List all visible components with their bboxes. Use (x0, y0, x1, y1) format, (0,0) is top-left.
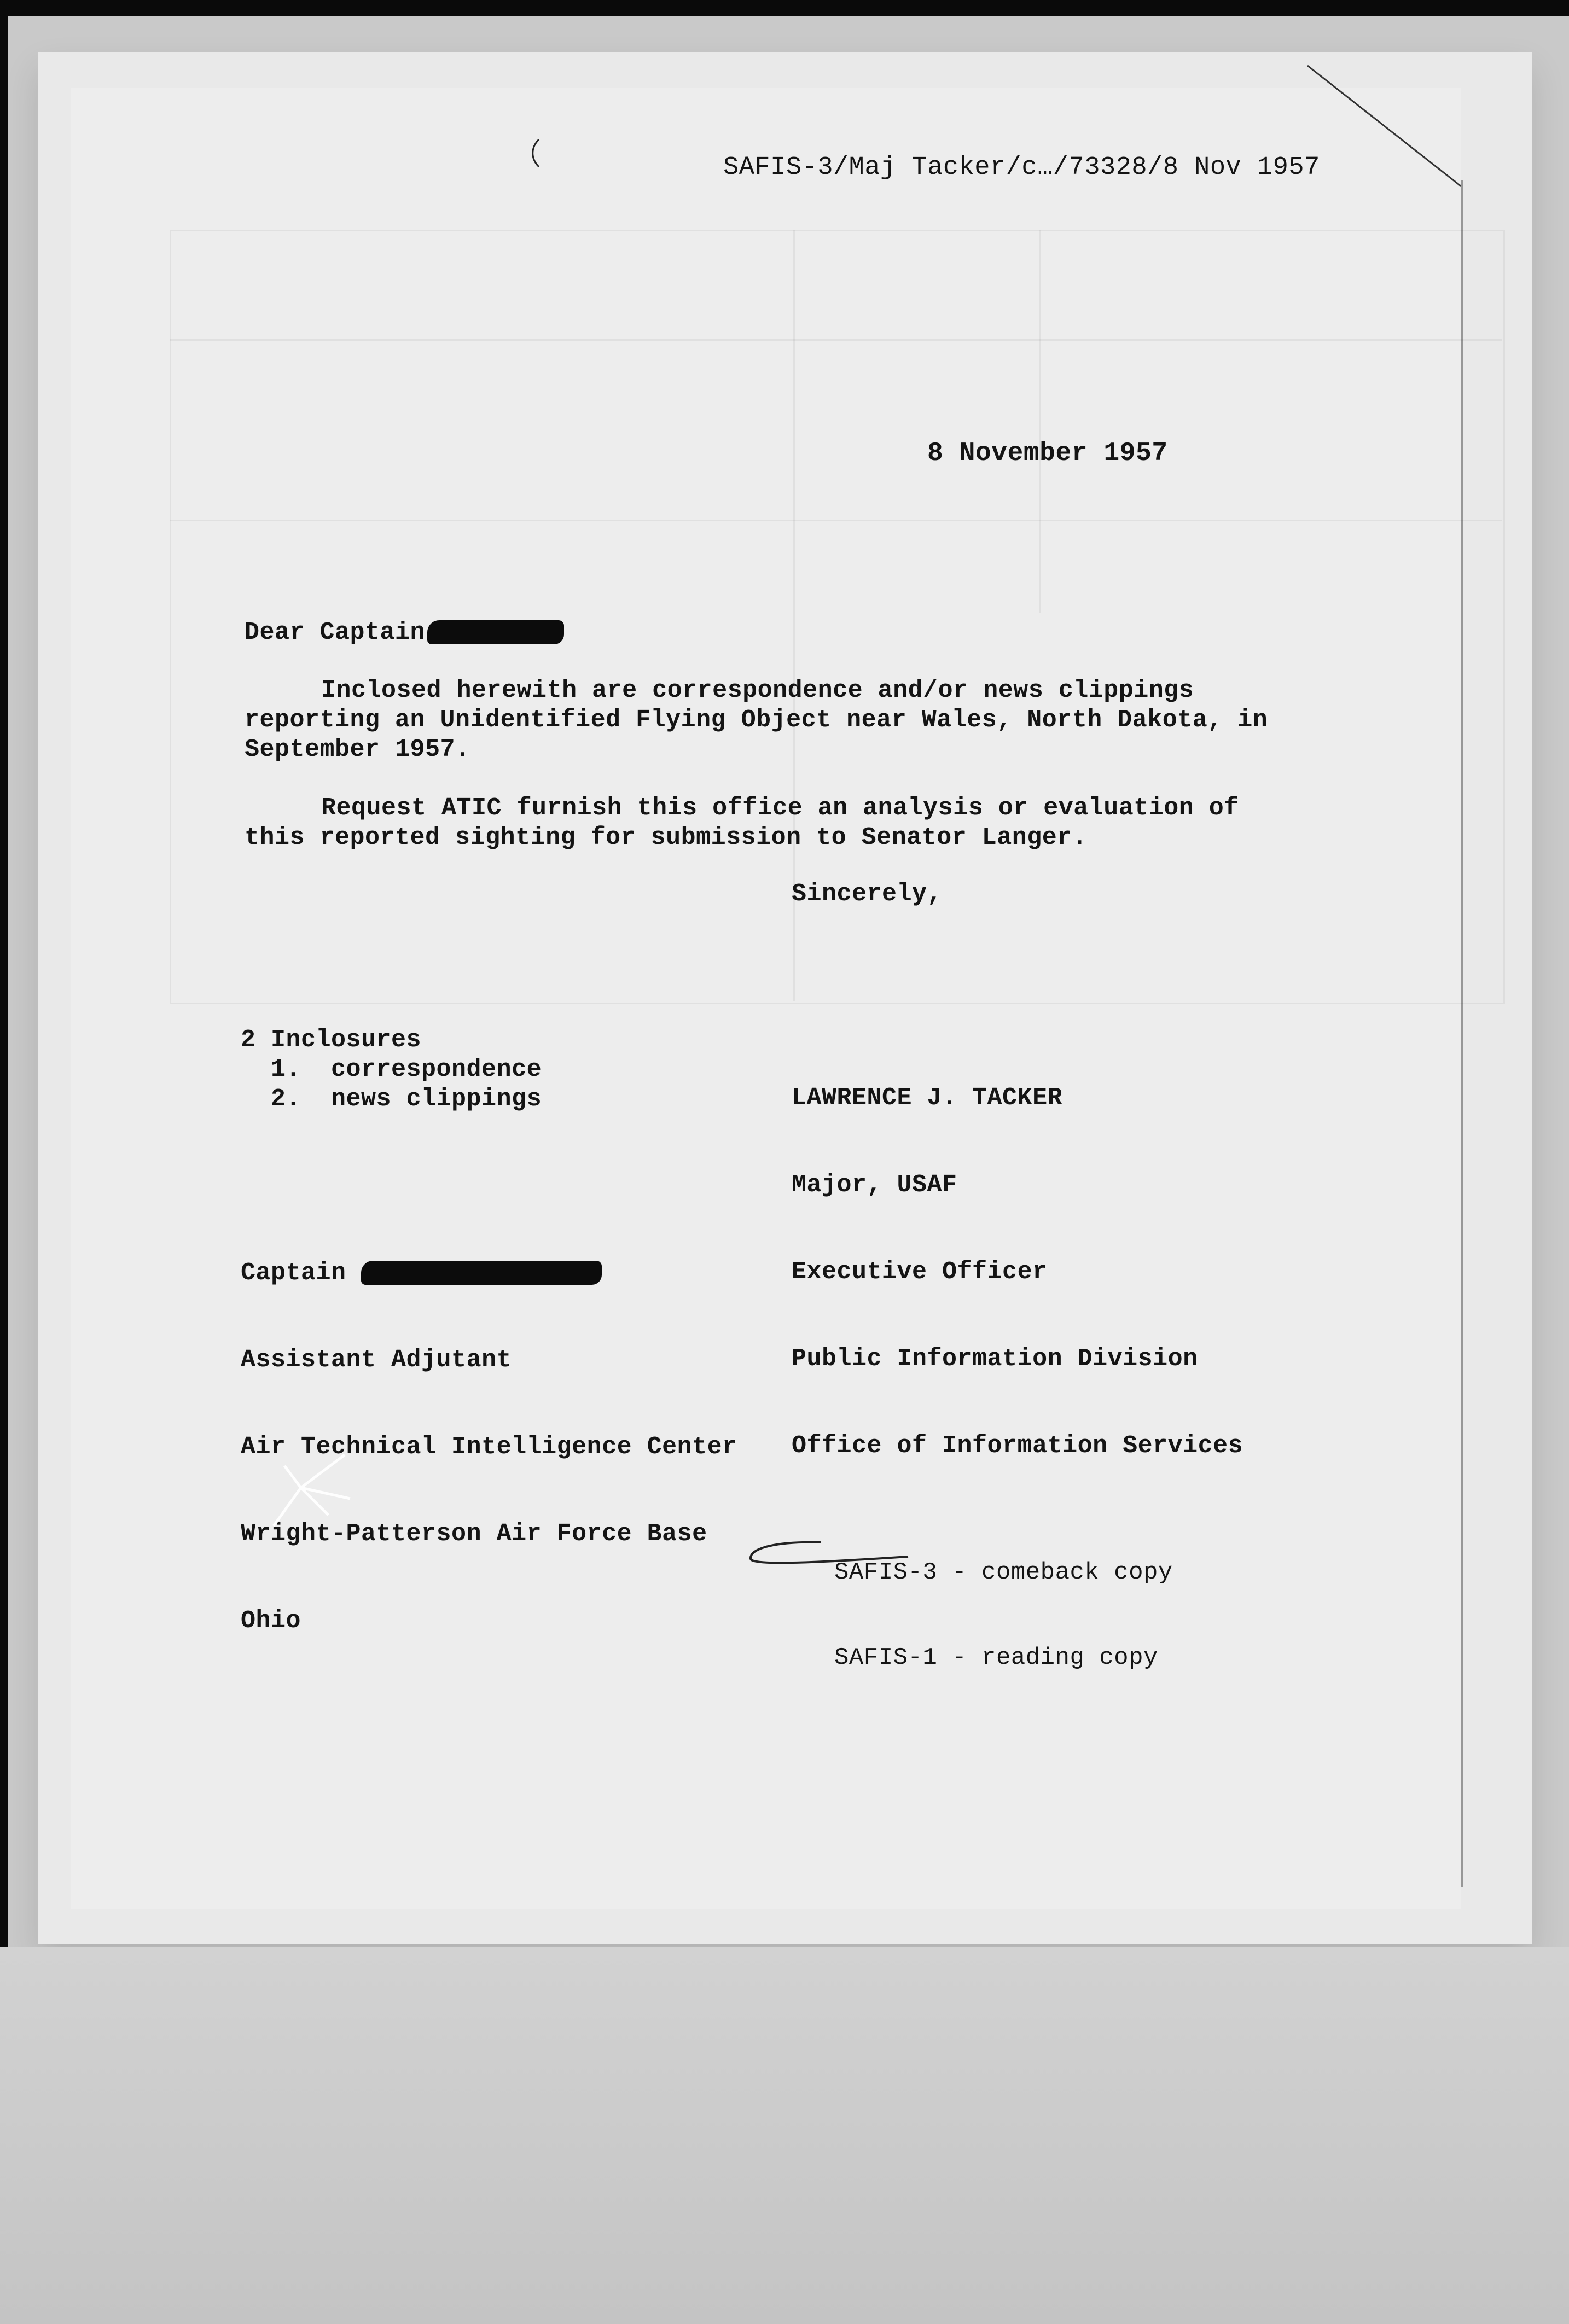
recipient-title: Captain (241, 1259, 346, 1287)
copy-line: SAFIS-3 - comeback copy (834, 1559, 1173, 1586)
handwritten-underline-mark (744, 1531, 963, 1575)
address-line: Air Technical Intelligence Center (241, 1433, 737, 1461)
salutation (245, 618, 564, 648)
inclosure-item: 1. correspondence (271, 1056, 542, 1084)
reference-line: SAFIS-3/Maj Tacker/c…/73328/8 Nov 1957 (723, 153, 1320, 182)
bleed-through-rule (170, 520, 1502, 521)
signer-office: Office of Information Services (792, 1432, 1243, 1460)
bleed-through-rule (170, 339, 1502, 341)
signer-rank: Major, USAF (792, 1171, 957, 1199)
body-paragraph: Request ATIC furnish this office an analysis or evaluation of this reported sighting for submission to Senator Langer. (245, 794, 1239, 852)
salutation-text: Dear Captain (245, 619, 426, 646)
scan-bottom-band (0, 1947, 1569, 2324)
inclosures-heading: 2 Inclosures (241, 1026, 422, 1054)
signer-division: Public Information Division (792, 1345, 1198, 1373)
bleed-through-rule (1461, 180, 1463, 1887)
signer-name: LAWRENCE J. TACKER (792, 1084, 1063, 1112)
closing: Sincerely, (792, 880, 943, 908)
copy-line: SAFIS-1 - reading copy (834, 1644, 1158, 1671)
pencil-stroke-mark (522, 137, 555, 170)
address-block (241, 1201, 737, 1664)
signer-title: Executive Officer (792, 1258, 1048, 1286)
letter-date: 8 November 1957 (927, 439, 1168, 468)
inclosure-item: 2. news clippings (271, 1085, 542, 1113)
redaction-mark (361, 1261, 602, 1285)
address-line: Wright-Patterson Air Force Base (241, 1520, 707, 1548)
page-corner-fold (1302, 60, 1466, 191)
redaction-mark (427, 620, 564, 644)
signature-block (792, 1026, 1243, 1489)
film-scratch-mark (263, 1449, 372, 1531)
bleed-through-rule (1039, 230, 1041, 613)
address-line: Ohio (241, 1607, 301, 1635)
body-paragraph: Inclosed herewith are correspondence and/or news clippings reporting an Unidentified Flying Object near Wales, North Dakota, in September 1957. (245, 677, 1268, 764)
address-line: Assistant Adjutant (241, 1346, 512, 1374)
recipient-line (241, 1259, 737, 1288)
